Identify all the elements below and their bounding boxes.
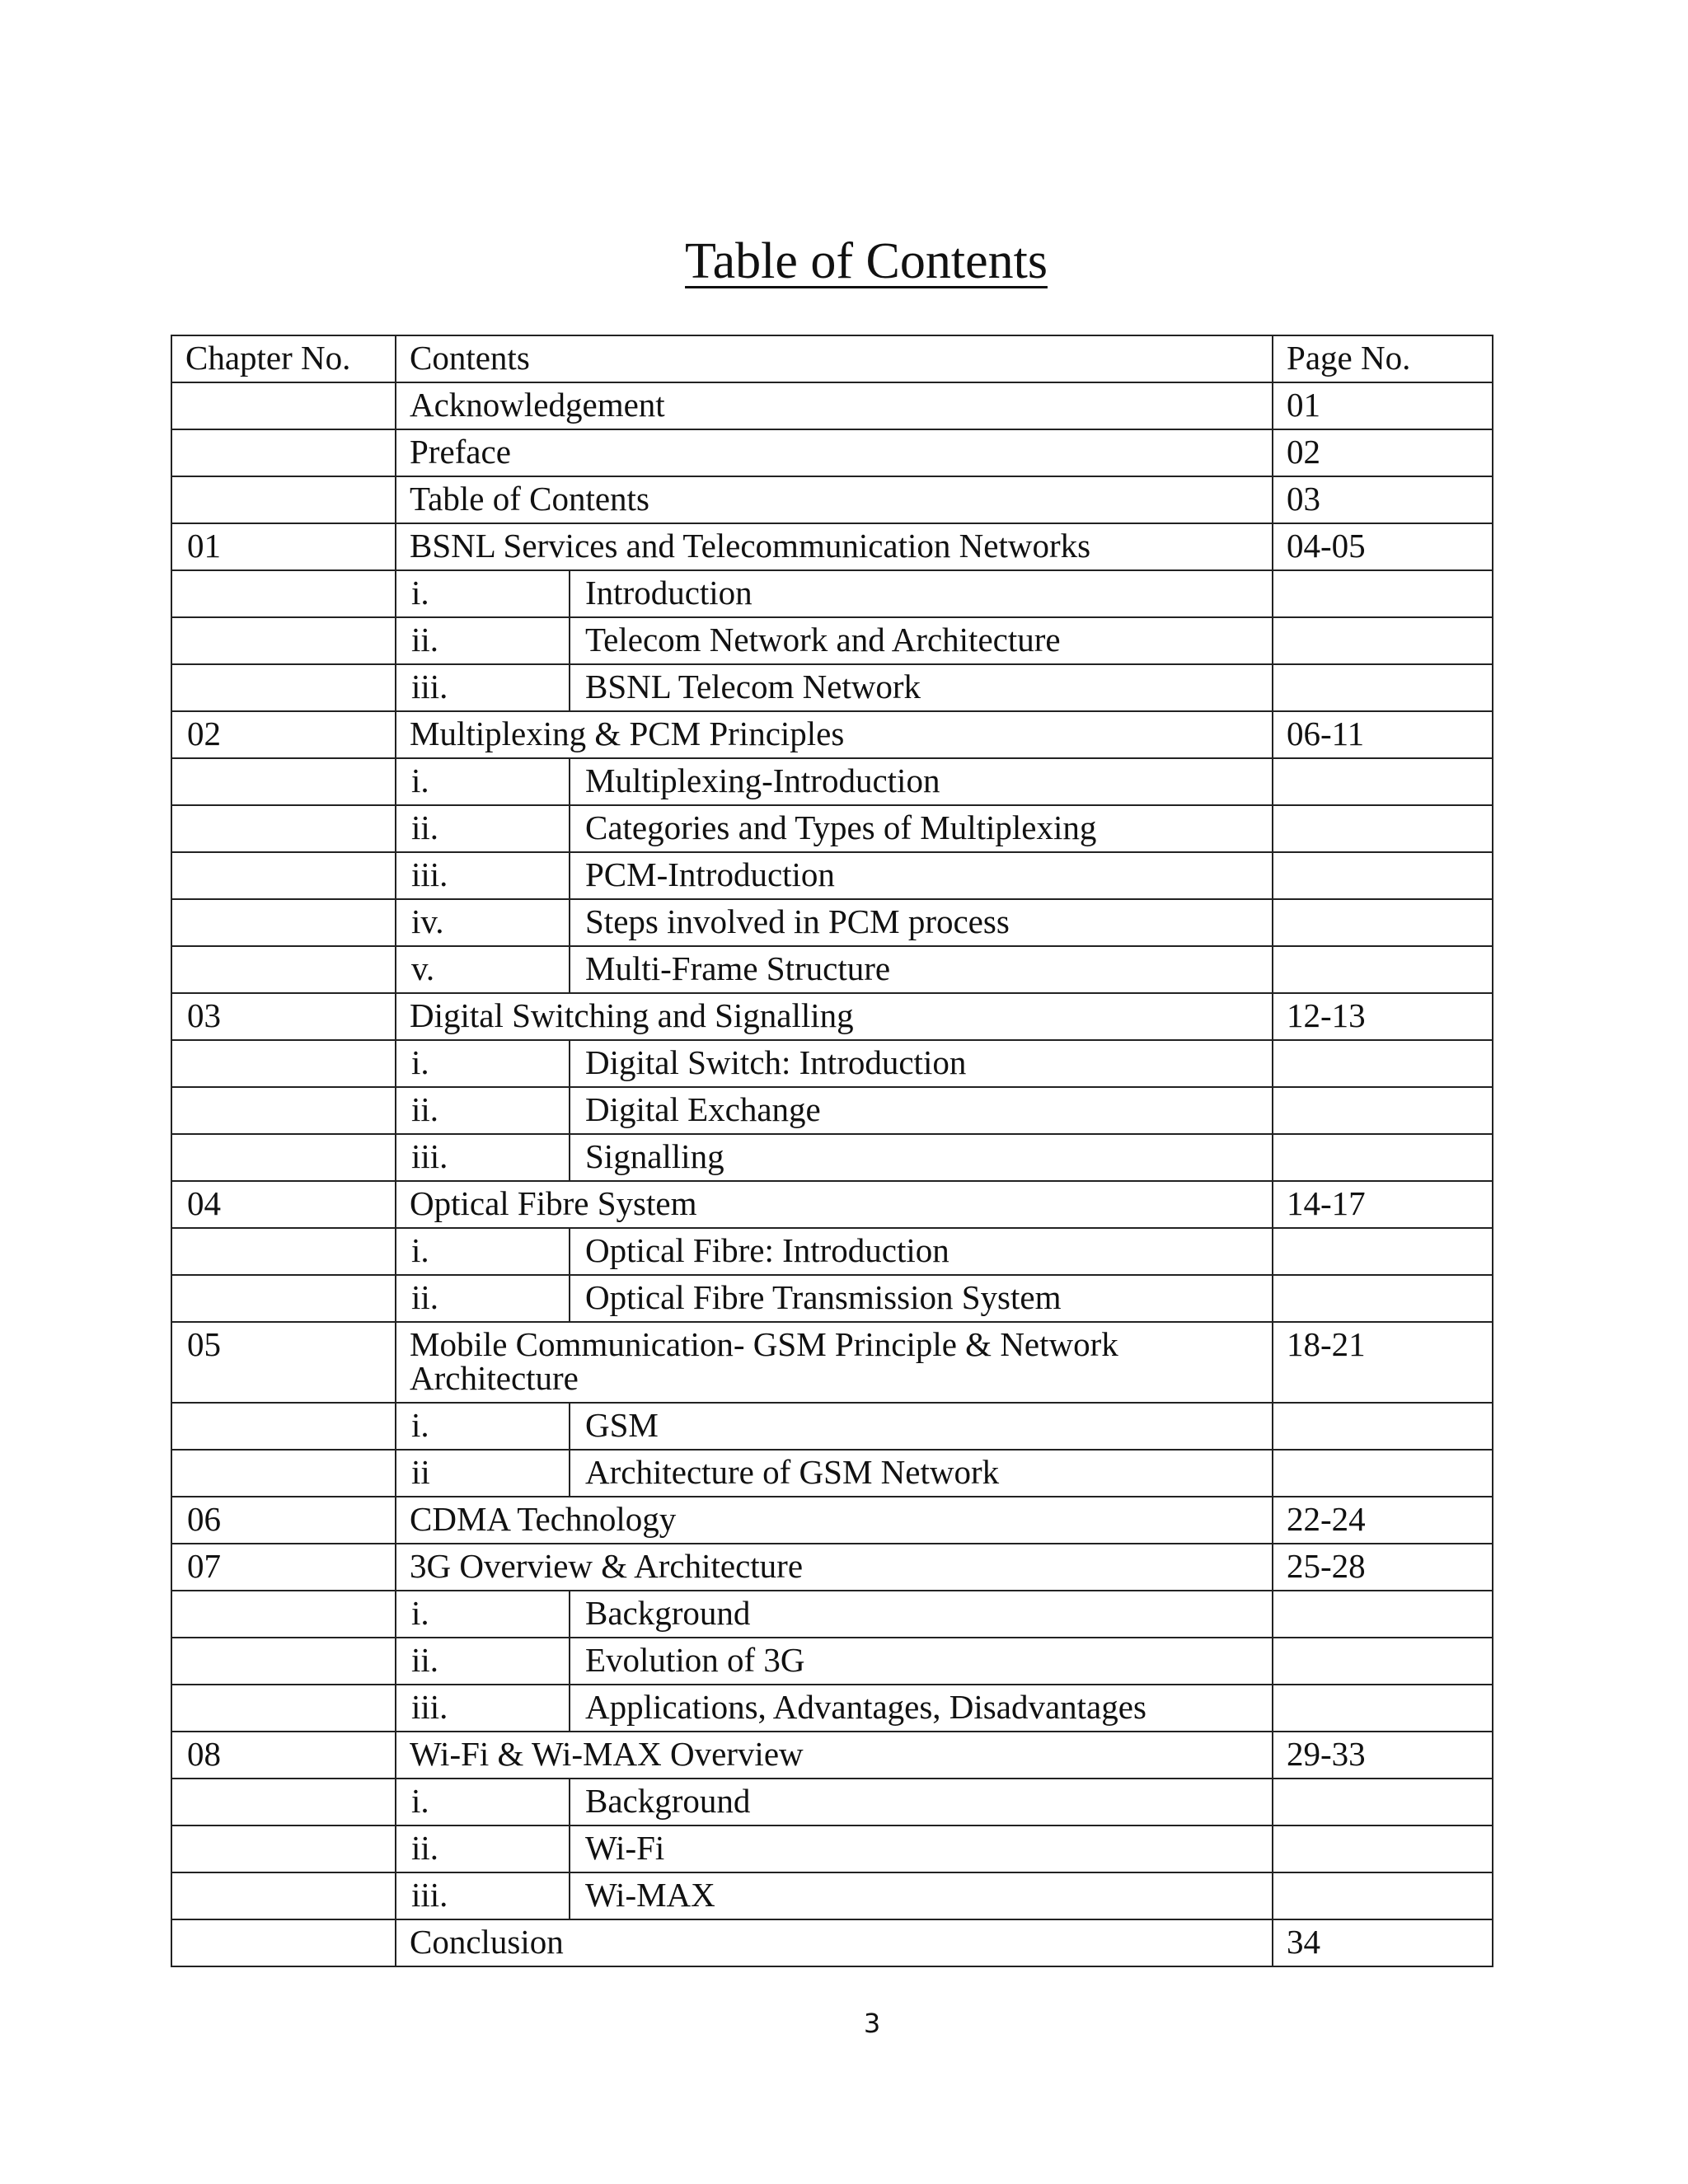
toc-subsection-row bbox=[171, 758, 1493, 805]
chapter-number bbox=[171, 429, 396, 476]
subsection-number: iii. bbox=[396, 852, 570, 899]
subsection-title: BSNL Telecom Network bbox=[570, 664, 1273, 711]
empty-chapter-cell bbox=[171, 570, 396, 617]
empty-chapter-cell bbox=[171, 617, 396, 664]
toc-subsection-row bbox=[171, 1685, 1493, 1732]
chapter-title: Wi-Fi & Wi-MAX Overview bbox=[396, 1732, 1273, 1779]
toc-chapter-row bbox=[171, 711, 1493, 758]
subsection-number: i. bbox=[396, 570, 570, 617]
header-page-no: Page No. bbox=[1273, 335, 1493, 382]
empty-chapter-cell bbox=[171, 1134, 396, 1181]
toc-chapter-row bbox=[171, 382, 1493, 429]
empty-chapter-cell bbox=[171, 1779, 396, 1825]
chapter-page-range: 01 bbox=[1273, 382, 1493, 429]
empty-page-cell bbox=[1273, 617, 1493, 664]
chapter-number bbox=[171, 382, 396, 429]
chapter-page-range: 04-05 bbox=[1273, 523, 1493, 570]
chapter-title: Multiplexing & PCM Principles bbox=[396, 711, 1273, 758]
toc-chapter-row bbox=[171, 429, 1493, 476]
subsection-number: ii bbox=[396, 1450, 570, 1497]
toc-subsection-row bbox=[171, 1872, 1493, 1919]
subsection-number: ii. bbox=[396, 1638, 570, 1685]
chapter-number: 08 bbox=[171, 1732, 396, 1779]
chapter-page-range: 06-11 bbox=[1273, 711, 1493, 758]
toc-subsection-row bbox=[171, 899, 1493, 946]
subsection-number: iii. bbox=[396, 1872, 570, 1919]
subsection-number: i. bbox=[396, 1040, 570, 1087]
empty-chapter-cell bbox=[171, 1275, 396, 1322]
subsection-title: Wi-Fi bbox=[570, 1825, 1273, 1872]
empty-page-cell bbox=[1273, 1228, 1493, 1275]
subsection-title: Digital Exchange bbox=[570, 1087, 1273, 1134]
subsection-title: Background bbox=[570, 1779, 1273, 1825]
subsection-number: ii. bbox=[396, 805, 570, 852]
chapter-number bbox=[171, 1919, 396, 1966]
subsection-number: ii. bbox=[396, 1087, 570, 1134]
subsection-title: Steps involved in PCM process bbox=[570, 899, 1273, 946]
subsection-number: iii. bbox=[396, 1134, 570, 1181]
chapter-page-range: 03 bbox=[1273, 476, 1493, 523]
empty-page-cell bbox=[1273, 1685, 1493, 1732]
empty-chapter-cell bbox=[171, 1403, 396, 1450]
empty-page-cell bbox=[1273, 1275, 1493, 1322]
toc-chapter-row bbox=[171, 476, 1493, 523]
chapter-number: 01 bbox=[171, 523, 396, 570]
page-title: Table of Contents bbox=[685, 233, 1048, 289]
empty-page-cell bbox=[1273, 1779, 1493, 1825]
toc-subsection-row bbox=[171, 1275, 1493, 1322]
toc-chapter-row bbox=[171, 1732, 1493, 1779]
toc-subsection-row bbox=[171, 1040, 1493, 1087]
chapter-number: 02 bbox=[171, 711, 396, 758]
empty-page-cell bbox=[1273, 1638, 1493, 1685]
toc-subsection-row bbox=[171, 1825, 1493, 1872]
subsection-number: iii. bbox=[396, 1685, 570, 1732]
empty-chapter-cell bbox=[171, 664, 396, 711]
empty-chapter-cell bbox=[171, 1591, 396, 1638]
header-contents: Contents bbox=[396, 335, 1273, 382]
toc-chapter-row bbox=[171, 1544, 1493, 1591]
toc-header-row bbox=[171, 335, 1493, 382]
toc-subsection-row bbox=[171, 1087, 1493, 1134]
empty-chapter-cell bbox=[171, 1228, 396, 1275]
subsection-title: Digital Switch: Introduction bbox=[570, 1040, 1273, 1087]
toc-chapter-row bbox=[171, 993, 1493, 1040]
chapter-title: Digital Switching and Signalling bbox=[396, 993, 1273, 1040]
subsection-number: ii. bbox=[396, 617, 570, 664]
subsection-title: Evolution of 3G bbox=[570, 1638, 1273, 1685]
toc-chapter-row bbox=[171, 1181, 1493, 1228]
empty-chapter-cell bbox=[171, 1685, 396, 1732]
subsection-title: Wi-MAX bbox=[570, 1872, 1273, 1919]
chapter-page-range: 34 bbox=[1273, 1919, 1493, 1966]
chapter-page-range: 25-28 bbox=[1273, 1544, 1493, 1591]
empty-page-cell bbox=[1273, 1403, 1493, 1450]
empty-chapter-cell bbox=[171, 1450, 396, 1497]
chapter-number bbox=[171, 476, 396, 523]
empty-chapter-cell bbox=[171, 805, 396, 852]
subsection-number: ii. bbox=[396, 1275, 570, 1322]
toc-subsection-row bbox=[171, 570, 1493, 617]
toc-chapter-row bbox=[171, 1497, 1493, 1544]
subsection-number: v. bbox=[396, 946, 570, 993]
subsection-title: Categories and Types of Multiplexing bbox=[570, 805, 1273, 852]
empty-page-cell bbox=[1273, 1450, 1493, 1497]
chapter-page-range: 02 bbox=[1273, 429, 1493, 476]
subsection-title: Signalling bbox=[570, 1134, 1273, 1181]
empty-chapter-cell bbox=[171, 1872, 396, 1919]
subsection-number: i. bbox=[396, 1228, 570, 1275]
toc-subsection-row bbox=[171, 1450, 1493, 1497]
empty-chapter-cell bbox=[171, 852, 396, 899]
toc-chapter-row bbox=[171, 1322, 1493, 1403]
chapter-page-range: 29-33 bbox=[1273, 1732, 1493, 1779]
empty-page-cell bbox=[1273, 946, 1493, 993]
empty-page-cell bbox=[1273, 1825, 1493, 1872]
subsection-number: i. bbox=[396, 1779, 570, 1825]
chapter-title: CDMA Technology bbox=[396, 1497, 1273, 1544]
subsection-title: GSM bbox=[570, 1403, 1273, 1450]
toc-subsection-row bbox=[171, 664, 1493, 711]
empty-page-cell bbox=[1273, 1134, 1493, 1181]
chapter-page-range: 18-21 bbox=[1273, 1322, 1493, 1403]
empty-chapter-cell bbox=[171, 899, 396, 946]
chapter-title: BSNL Services and Telecommunication Networks bbox=[396, 523, 1273, 570]
empty-chapter-cell bbox=[171, 1825, 396, 1872]
subsection-title: Applications, Advantages, Disadvantages bbox=[570, 1685, 1273, 1732]
subsection-number: iii. bbox=[396, 664, 570, 711]
subsection-title: Architecture of GSM Network bbox=[570, 1450, 1273, 1497]
chapter-title: 3G Overview & Architecture bbox=[396, 1544, 1273, 1591]
toc-subsection-row bbox=[171, 946, 1493, 993]
chapter-title: Acknowledgement bbox=[396, 382, 1273, 429]
chapter-title: Conclusion bbox=[396, 1919, 1273, 1966]
subsection-number: i. bbox=[396, 1403, 570, 1450]
chapter-page-range: 14-17 bbox=[1273, 1181, 1493, 1228]
toc-subsection-row bbox=[171, 852, 1493, 899]
toc-subsection-row bbox=[171, 1779, 1493, 1825]
toc-subsection-row bbox=[171, 1591, 1493, 1638]
empty-page-cell bbox=[1273, 1040, 1493, 1087]
chapter-title: Preface bbox=[396, 429, 1273, 476]
empty-page-cell bbox=[1273, 1591, 1493, 1638]
subsection-title: Multiplexing-Introduction bbox=[570, 758, 1273, 805]
empty-chapter-cell bbox=[171, 946, 396, 993]
chapter-number: 04 bbox=[171, 1181, 396, 1228]
empty-page-cell bbox=[1273, 1087, 1493, 1134]
empty-page-cell bbox=[1273, 758, 1493, 805]
subsection-number: ii. bbox=[396, 1825, 570, 1872]
subsection-title: Optical Fibre: Introduction bbox=[570, 1228, 1273, 1275]
subsection-title: PCM-Introduction bbox=[570, 852, 1273, 899]
chapter-number: 03 bbox=[171, 993, 396, 1040]
page-number: 3 bbox=[863, 2008, 881, 2039]
empty-page-cell bbox=[1273, 899, 1493, 946]
empty-page-cell bbox=[1273, 1872, 1493, 1919]
toc-subsection-row bbox=[171, 805, 1493, 852]
header-chapter-no: Chapter No. bbox=[171, 335, 396, 382]
toc-subsection-row bbox=[171, 617, 1493, 664]
empty-page-cell bbox=[1273, 664, 1493, 711]
chapter-number: 07 bbox=[171, 1544, 396, 1591]
subsection-number: i. bbox=[396, 758, 570, 805]
subsection-title: Introduction bbox=[570, 570, 1273, 617]
toc-table bbox=[171, 335, 1493, 1967]
chapter-title: Table of Contents bbox=[396, 476, 1273, 523]
toc-subsection-row bbox=[171, 1134, 1493, 1181]
chapter-title: Optical Fibre System bbox=[396, 1181, 1273, 1228]
chapter-page-range: 12-13 bbox=[1273, 993, 1493, 1040]
empty-chapter-cell bbox=[171, 758, 396, 805]
toc-body bbox=[171, 382, 1493, 1966]
empty-page-cell bbox=[1273, 805, 1493, 852]
empty-chapter-cell bbox=[171, 1638, 396, 1685]
empty-chapter-cell bbox=[171, 1040, 396, 1087]
subsection-number: iv. bbox=[396, 899, 570, 946]
subsection-number: i. bbox=[396, 1591, 570, 1638]
toc-chapter-row bbox=[171, 1919, 1493, 1966]
subsection-title: Background bbox=[570, 1591, 1273, 1638]
empty-chapter-cell bbox=[171, 1087, 396, 1134]
empty-page-cell bbox=[1273, 852, 1493, 899]
subsection-title: Optical Fibre Transmission System bbox=[570, 1275, 1273, 1322]
toc-subsection-row bbox=[171, 1403, 1493, 1450]
chapter-number: 06 bbox=[171, 1497, 396, 1544]
toc-subsection-row bbox=[171, 1228, 1493, 1275]
chapter-page-range: 22-24 bbox=[1273, 1497, 1493, 1544]
toc-chapter-row bbox=[171, 523, 1493, 570]
chapter-number: 05 bbox=[171, 1322, 396, 1403]
chapter-title: Mobile Communication- GSM Principle & Network Architecture bbox=[396, 1322, 1273, 1403]
subsection-title: Multi-Frame Structure bbox=[570, 946, 1273, 993]
toc-subsection-row bbox=[171, 1638, 1493, 1685]
subsection-title: Telecom Network and Architecture bbox=[570, 617, 1273, 664]
empty-page-cell bbox=[1273, 570, 1493, 617]
